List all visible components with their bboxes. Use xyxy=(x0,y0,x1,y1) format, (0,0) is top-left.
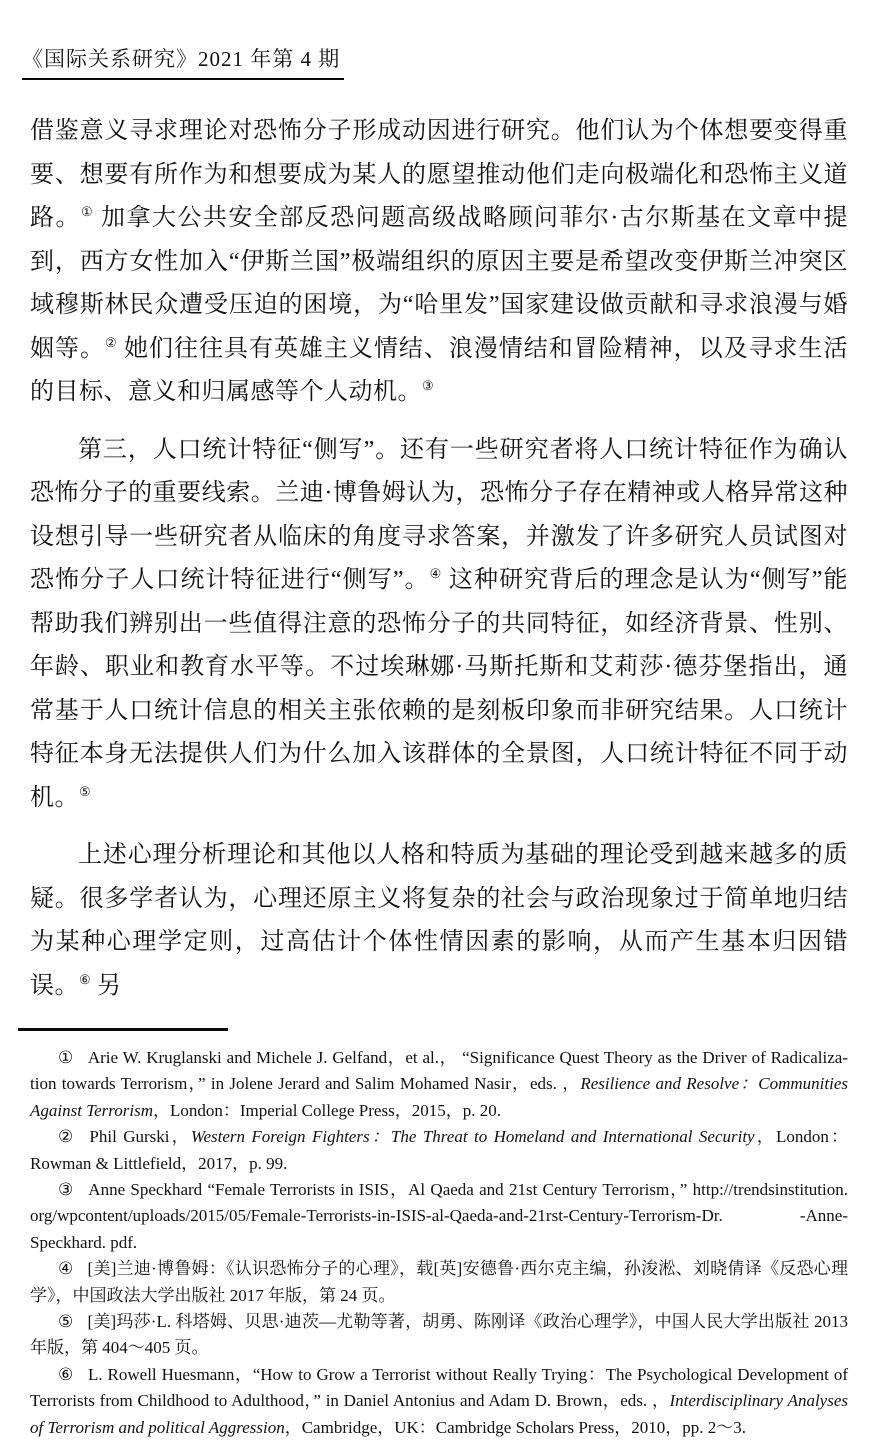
text-run: 上述心理分析理论和其他以人格和特质为基础的理论受到越来越多的质疑。很多学者认为，心理还原主义将复杂的社会与政治现象过于简单地归结为某种心理学定则，过高估计个体性情因素的影响，从而产生基本归因错误。 xyxy=(30,842,848,999)
text-run: 另 xyxy=(90,972,122,999)
text-run: 这种研究背后的理念是认为“侧写”能帮助我们辨别出一些值得注意的恐怖分子的共同特征，如经济背景、性别、年龄、职业和教育水平等。不过埃琳娜·马斯托斯和艾莉莎·德芬堡指出，通常基于人口统计信息的相关主张依赖的是刻板印象而非研究结果。人口统计特征本身无法提供人们为什么加入该群体的全景图，人口统计特征不同于动机。 xyxy=(30,567,848,811)
footnote-separator-rule xyxy=(18,1028,228,1031)
book-title-italic: Interdisciplinary Analyses of Terrorism and political Aggression xyxy=(30,1391,848,1437)
text-run: ，Cambridge，UK：Cambridge Scholars Press，2010，pp. 2～3. xyxy=(284,1417,747,1437)
body-paragraph xyxy=(30,429,848,821)
text-run: 第三，人口统计特征“侧写”。还有一些研究者将人口统计特征作为确认恐怖分子的重要线索。兰迪·博鲁姆认为，恐怖分子存在精神或人格异常这种设想引导一些研究者从临床的角度寻求答案，并激发了许多研究人员试图对恐怖分子人口统计特征进行“侧写”。 xyxy=(30,436,848,593)
footnote-item xyxy=(30,1045,848,1124)
text-run: 借鉴意义寻求理论对恐怖分子形成动因进行研究。他们认为个体想要变得重要、想要有所作为和想要成为某人的愿望推动他们走向极端化和恐怖主义道路。 xyxy=(30,118,848,231)
footnote-number: ⑤ xyxy=(58,1312,74,1332)
footnote-ref-marker: ③ xyxy=(422,378,434,393)
footnote-item xyxy=(30,1309,848,1362)
text-run: [美]玛莎·L. 科塔姆、贝思·迪茨—尤勒等著，胡勇、陈刚译《政治心理学》，中国人民大学出版社 2013 年版，第 404～405 页。 xyxy=(30,1312,848,1358)
body-paragraph xyxy=(30,110,848,415)
footnote-item xyxy=(30,1177,848,1256)
text-run: ，London：Imperial College Press，2015，p. 20. xyxy=(152,1100,501,1120)
footnote-item xyxy=(30,1256,848,1309)
footnote-ref-marker: ⑥ xyxy=(79,971,91,987)
book-title-italic: Western Foreign Fighters：The Threat to Homeland and International Security xyxy=(190,1127,755,1147)
text-run: 加拿大公共安全部反恐问题高级战略顾问菲尔·古尔斯基在文章中提到，西方女性加入“伊斯兰国”极端组织的原因主要是希望改变伊斯兰冲突区域穆斯林民众遭受压迫的困境，为“哈里发”国家建设做贡献和寻求浪漫与婚姻等。 xyxy=(30,205,849,362)
article-body xyxy=(30,110,848,1008)
text-run: Anne Speckhard “Female Terrorists in ISIS，Al Qaeda and 21st Century Terrorism，” http://trendsinstitution. org/wpcontent/uploads/2015/05/Female-Terrorists-in-ISIS-al-Qaeda-and-21rst-Century-Terrorism-Dr. -Anne-Speckhard. pdf. xyxy=(30,1180,848,1252)
text-run: ，London：Rowman & Littlefield，2017，p. 99. xyxy=(30,1127,848,1173)
text-run: Arie W. Kruglanski and Michele J. Gelfand，et al.， “Significance Quest Theory as the Driver of Radicaliza-tion towards Terrorism，” in Jolene Jerard and Salim Mohamed Nasir，eds. ， xyxy=(30,1048,848,1094)
footnote-number: ② xyxy=(58,1127,76,1147)
text-run: [美]兰迪·博鲁姆：《认识恐怖分子的心理》，载[英]安德鲁·西尔克主编，孙浚淞、刘晓倩译《反恐心理学》，中国政法大学出版社 2017 年版，第 24 页。 xyxy=(30,1259,849,1305)
footnote-item xyxy=(30,1362,848,1441)
footnote-number: ③ xyxy=(58,1180,75,1200)
journal-running-head: 《国际关系研究》2021 年第 4 期 xyxy=(22,46,344,80)
footnote-number: ⑥ xyxy=(58,1364,74,1384)
book-title-italic: Resilience and Resolve：Communities Against Terrorism xyxy=(30,1074,848,1120)
footnote-item xyxy=(30,1124,848,1177)
footnote-number: ① xyxy=(58,1048,74,1067)
footnote-list xyxy=(30,1045,848,1441)
body-paragraph xyxy=(30,834,848,1008)
text-run: L. Rowell Huesmann，“How to Grow a Terrorist without Really Trying：The Psychological Development of Terrorists from Childhood to Adulthood，” in Daniel Antonius and Adam D. Brown，eds. ， xyxy=(30,1364,848,1411)
footnote-ref-marker: ④ xyxy=(429,566,442,581)
footnote-ref-marker: ② xyxy=(104,334,118,350)
footnote-ref-marker: ① xyxy=(80,204,94,219)
text-run: Phil Gurski， xyxy=(89,1127,191,1147)
footnote-ref-marker: ⑤ xyxy=(79,783,91,799)
footnote-number: ④ xyxy=(58,1259,74,1279)
text-run: 她们往往具有英雄主义情结、浪漫情结和冒险精神，以及寻求生活的目标、意义和归属感等个人动机。 xyxy=(30,335,849,405)
